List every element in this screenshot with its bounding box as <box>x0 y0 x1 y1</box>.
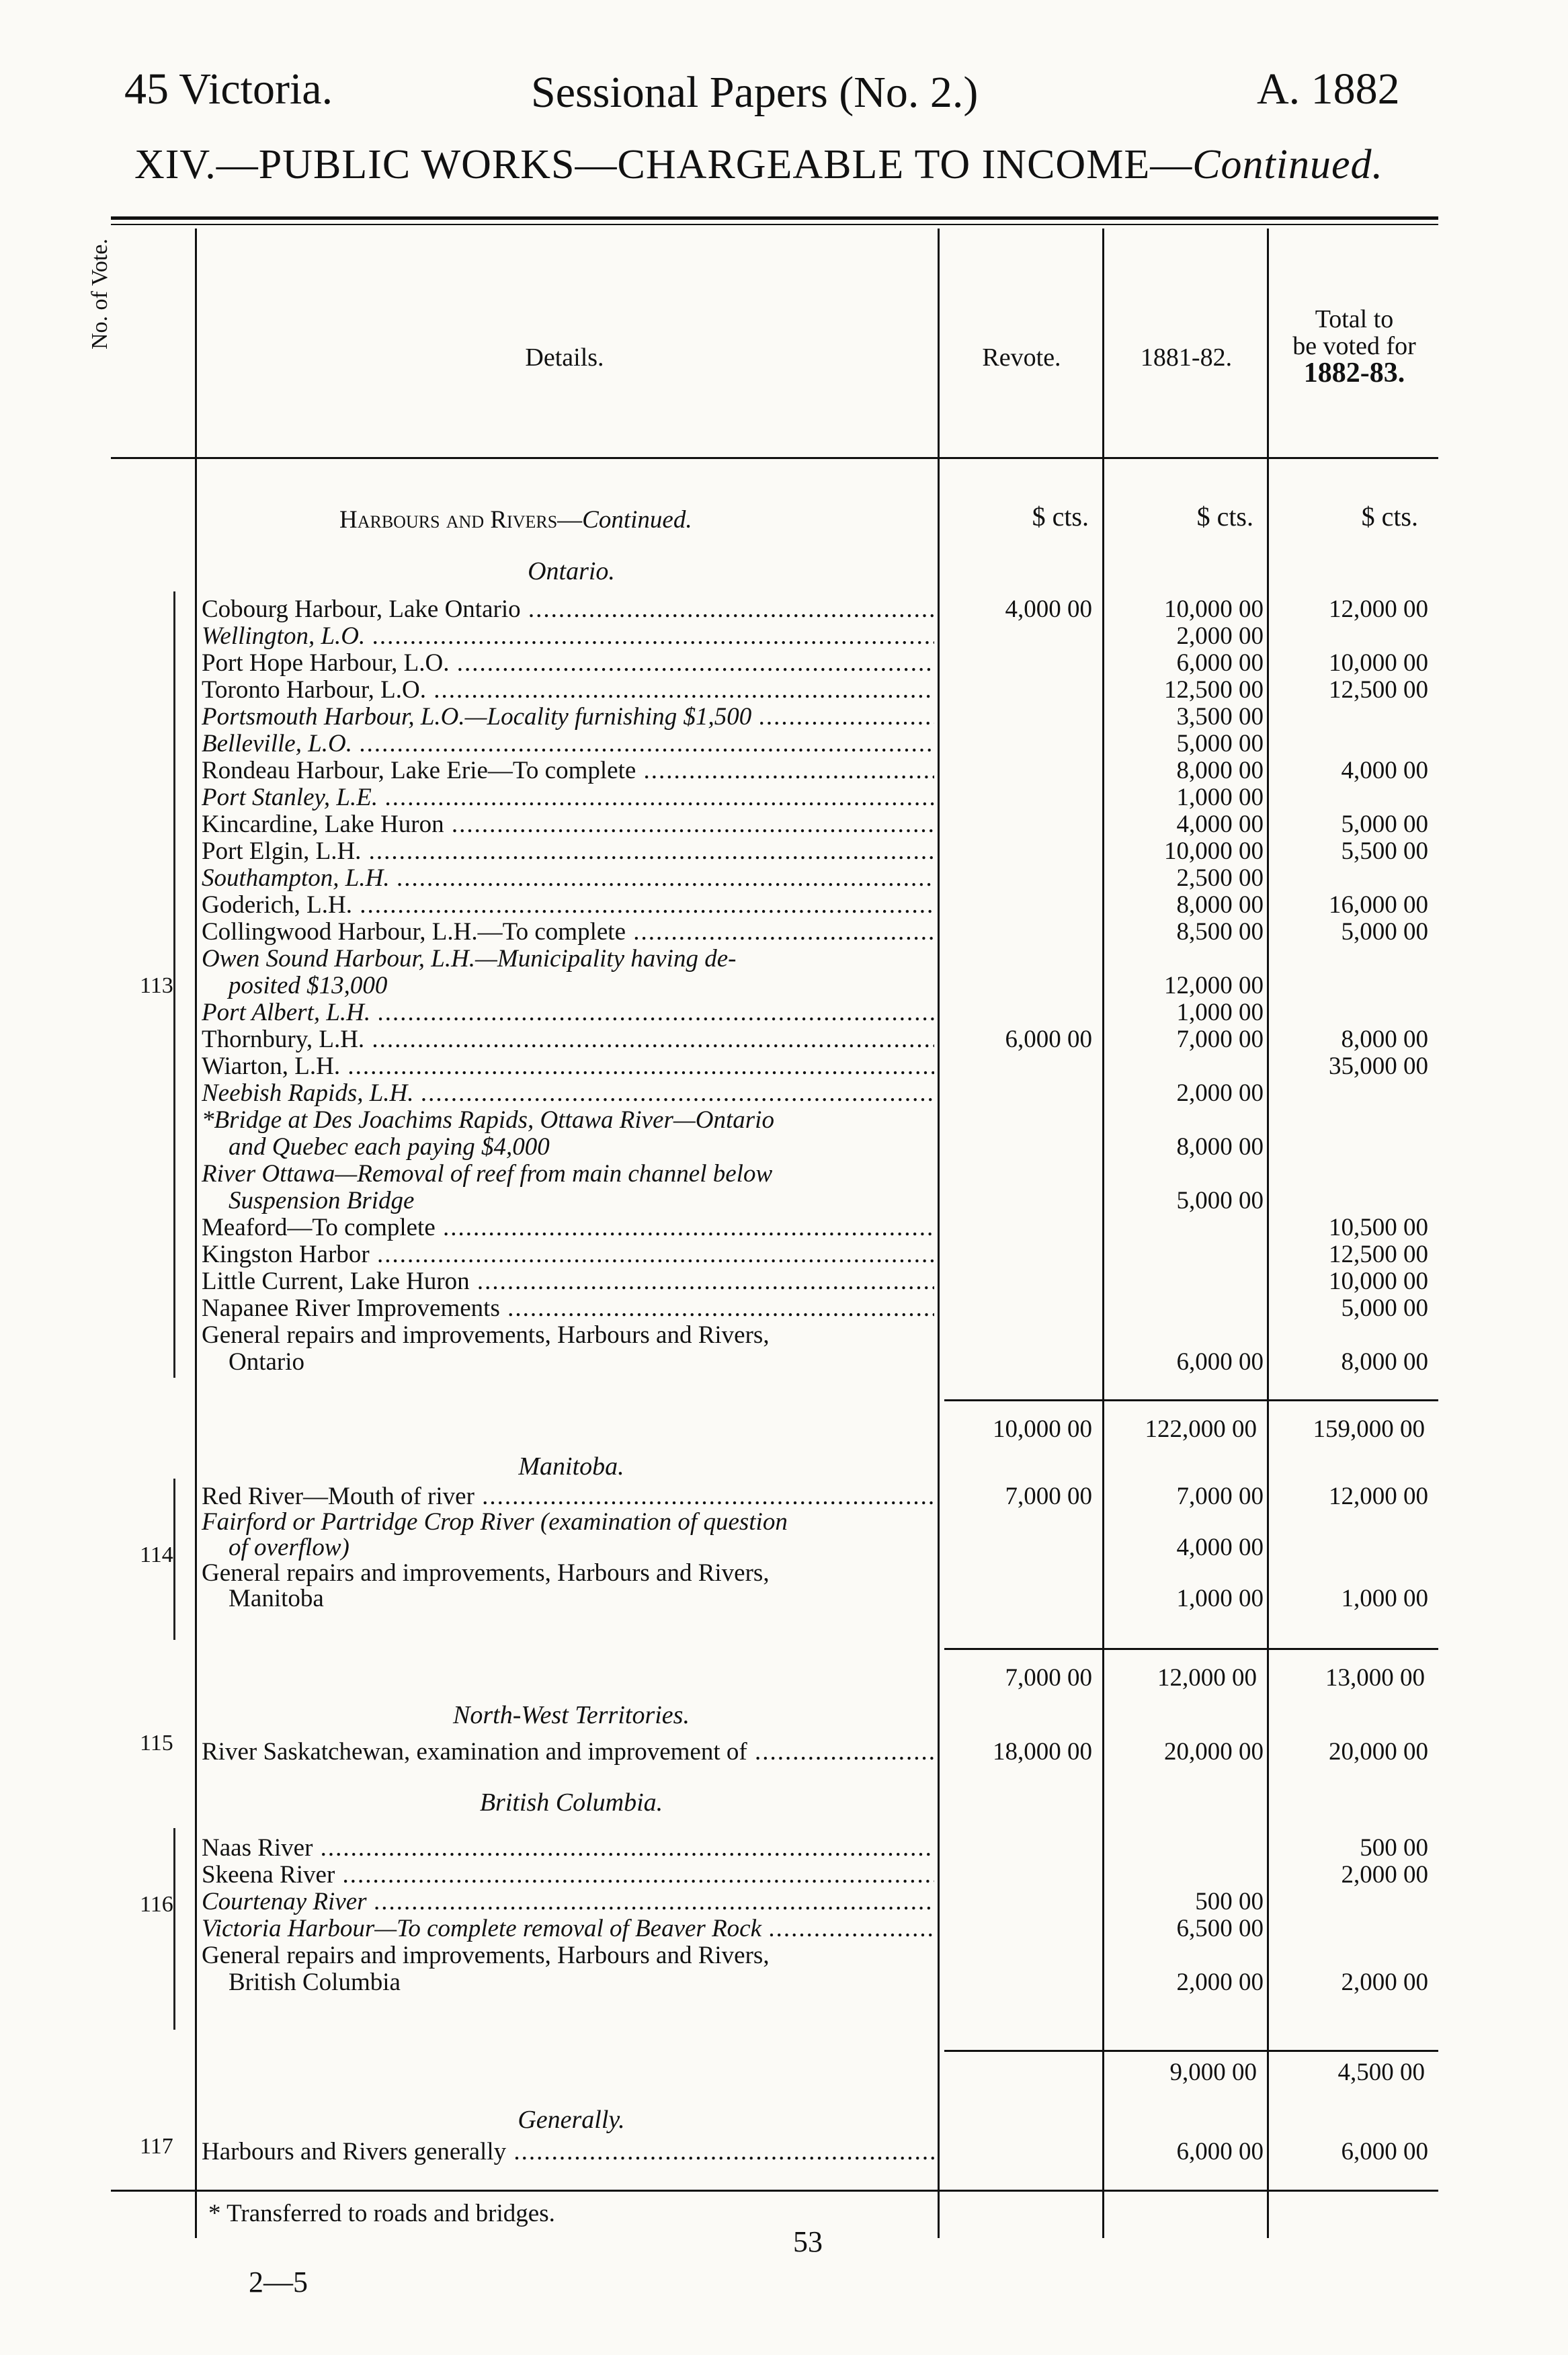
row-details: Port Elgin, L.H. ..... <box>202 837 934 866</box>
row-details: Belleville, L.O. ..... <box>202 729 934 758</box>
ontario-row <box>202 1267 1568 1295</box>
row-details: Thornbury, L.H. ..... <box>202 1025 934 1054</box>
vote-115: 115 <box>140 1731 173 1755</box>
row-details: Port Albert, L.H. ..... <box>202 998 934 1027</box>
ontario-row <box>202 1079 1568 1107</box>
bottom-rule <box>111 2190 1438 2192</box>
row-value-1881: 6,000 00 <box>1176 2138 1264 2165</box>
bc-row <box>202 1941 1568 1996</box>
manitoba-total-revote: 7,000 00 <box>1005 1664 1092 1692</box>
ontario-row <box>202 702 1568 731</box>
row-value-1881: 7,000 00 <box>1176 1026 1264 1053</box>
row-value-total: 6,000 00 <box>1341 2138 1428 2165</box>
row-value-1881: 2,000 00 <box>1176 622 1264 650</box>
row-value-1881: 8,000 00 <box>1176 891 1264 919</box>
row-details: Cobourg Harbour, Lake Ontario ..... <box>202 595 934 624</box>
row-value-total: 5,000 00 <box>1341 918 1428 946</box>
manitoba-total-total: 13,000 00 <box>1325 1664 1425 1692</box>
row-value-total: 10,000 00 <box>1329 1268 1428 1295</box>
row-details: Wellington, L.O. ..... <box>202 622 934 651</box>
row-value-total: 8,000 00 <box>1341 1026 1428 1053</box>
row-details: General repairs and improvements, Harbours and Rivers, <box>202 1942 770 1969</box>
col-header-total-line2: be voted for <box>1292 332 1416 360</box>
ontario-row <box>202 1159 1568 1214</box>
section-main-a: Harbours and Rivers— <box>339 506 583 534</box>
section-manitoba: Manitoba. <box>518 1452 624 1481</box>
row-details-cont: Manitoba <box>229 1585 324 1612</box>
vote-117: 117 <box>140 2134 173 2159</box>
row-value-1881: 1,000 00 <box>1176 999 1264 1026</box>
row-value-1881: 1,000 00 <box>1176 1585 1264 1612</box>
col-header-revote: Revote. <box>982 343 1061 372</box>
row-value-1881: 5,000 00 <box>1176 1187 1264 1214</box>
ontario-row <box>202 649 1568 677</box>
row-value-total: 500 00 <box>1360 1834 1428 1862</box>
ontario-row <box>202 1321 1568 1376</box>
unit-1881: $ cts. <box>1196 501 1253 532</box>
row-details: Napanee River Improvements ..... <box>202 1294 934 1323</box>
row-value-total: 35,000 00 <box>1329 1052 1428 1080</box>
ontario-total-rule <box>944 1399 1438 1401</box>
ontario-row <box>202 1294 1568 1322</box>
row-value-total: 2,000 00 <box>1341 1969 1428 1996</box>
ontario-row <box>202 756 1568 784</box>
row-value-total: 4,000 00 <box>1341 757 1428 784</box>
row-details: Port Stanley, L.E. ..... <box>202 783 934 812</box>
vote-114-brace <box>173 1479 183 1640</box>
vote-116-brace <box>173 1828 183 2030</box>
row-value-1881: 10,000 00 <box>1164 837 1264 865</box>
row-value-total: 1,000 00 <box>1341 1585 1428 1612</box>
section-nwt: North-West Territories. <box>453 1701 690 1729</box>
row-details: Little Current, Lake Huron ..... <box>202 1267 934 1296</box>
header-rule <box>111 457 1438 459</box>
row-value-1881: 4,000 00 <box>1176 811 1264 838</box>
ontario-row <box>202 1106 1568 1161</box>
bc-total-1881: 9,000 00 <box>1169 2059 1257 2086</box>
page-title-main: XIV.—PUBLIC WORKS—CHARGEABLE TO INCOME— <box>134 142 1193 188</box>
bc-total-rule <box>944 2050 1438 2052</box>
row-value-total: 8,000 00 <box>1341 1348 1428 1376</box>
nwt-row <box>202 1737 1568 1766</box>
row-value-total: 12,500 00 <box>1329 676 1428 704</box>
row-value-1881: 7,000 00 <box>1176 1483 1264 1510</box>
ontario-row <box>202 917 1568 946</box>
unit-revote: $ cts. <box>1032 501 1089 532</box>
manitoba-total-1881: 12,000 00 <box>1157 1664 1257 1692</box>
header-left: 45 Victoria. <box>124 65 333 114</box>
col-header-total-line1: Total to <box>1315 305 1394 333</box>
section-main-title <box>339 505 692 534</box>
row-details: Owen Sound Harbour, L.H.—Municipality having de- <box>202 945 737 973</box>
ontario-row <box>202 595 1568 623</box>
ontario-row <box>202 998 1568 1026</box>
row-value-revote: 4,000 00 <box>1005 595 1092 623</box>
ontario-row <box>202 1213 1568 1241</box>
col-header-total <box>1267 306 1442 386</box>
col-header-vote: No. of Vote. <box>87 239 112 349</box>
row-details: Naas River ..... <box>202 1833 934 1862</box>
row-value-revote: 18,000 00 <box>993 1738 1092 1766</box>
page-number: 53 <box>793 2225 823 2258</box>
footnote: * Transferred to roads and bridges. <box>208 2200 555 2227</box>
row-value-revote: 6,000 00 <box>1005 1026 1092 1053</box>
row-value-1881: 500 00 <box>1195 1888 1264 1915</box>
row-details: Collingwood Harbour, L.H.—To complete ..... <box>202 917 934 946</box>
row-details: Victoria Harbour—To complete removal of Beaver Rock ..... <box>202 1914 934 1943</box>
row-details: Meaford—To complete ..... <box>202 1213 934 1242</box>
row-details-cont: Ontario <box>229 1348 305 1376</box>
row-details: River Ottawa—Removal of reef from main channel below <box>202 1160 773 1188</box>
ontario-total-revote: 10,000 00 <box>993 1415 1092 1443</box>
row-value-total: 5,000 00 <box>1341 1294 1428 1322</box>
section-main-b: Continued. <box>582 506 692 534</box>
generally-row <box>202 2137 1568 2165</box>
ontario-row <box>202 1052 1568 1080</box>
ontario-row <box>202 783 1568 811</box>
row-details: Skeena River ..... <box>202 1860 934 1889</box>
manitoba-row <box>202 1482 1568 1510</box>
row-value-1881: 8,000 00 <box>1176 1133 1264 1161</box>
row-value-1881: 4,000 00 <box>1176 1534 1264 1561</box>
ontario-row <box>202 729 1568 757</box>
row-details: River Saskatchewan, examination and improvement of ..... <box>202 1737 934 1766</box>
row-details-cont: of overflow) <box>229 1534 349 1561</box>
row-value-total: 5,500 00 <box>1341 837 1428 865</box>
row-details: Neebish Rapids, L.H. ..... <box>202 1079 934 1108</box>
row-details: Red River—Mouth of river ..... <box>202 1482 934 1511</box>
ontario-row <box>202 675 1568 704</box>
row-details: Kincardine, Lake Huron ..... <box>202 810 934 839</box>
bc-row <box>202 1914 1568 1942</box>
row-value-total: 10,000 00 <box>1329 649 1428 677</box>
ontario-total-1881: 122,000 00 <box>1145 1415 1257 1443</box>
vote-116: 116 <box>140 1892 173 1917</box>
row-value-revote: 7,000 00 <box>1005 1483 1092 1510</box>
row-details: Portsmouth Harbour, L.O.—Locality furnishing $1,500 ..... <box>202 702 934 731</box>
row-value-1881: 10,000 00 <box>1164 595 1264 623</box>
row-value-1881: 3,500 00 <box>1176 703 1264 731</box>
vote-113: 113 <box>140 973 173 998</box>
row-value-1881: 8,000 00 <box>1176 757 1264 784</box>
row-details: General repairs and improvements, Harbours and Rivers, <box>202 1559 770 1587</box>
header-right: A. 1882 <box>1257 65 1400 114</box>
signature: 2—5 <box>249 2266 308 2299</box>
manitoba-total-rule <box>944 1648 1438 1650</box>
row-details: Wiarton, L.H. ..... <box>202 1052 934 1081</box>
col-header-1881: 1881-82. <box>1140 343 1233 372</box>
row-details: Fairford or Partridge Crop River (examination of question <box>202 1508 788 1536</box>
row-value-1881: 6,000 00 <box>1176 649 1264 677</box>
row-details: Southampton, L.H. ..... <box>202 864 934 893</box>
ontario-row <box>202 622 1568 650</box>
ontario-row <box>202 891 1568 919</box>
manitoba-row <box>202 1507 1568 1561</box>
ontario-row <box>202 810 1568 838</box>
row-value-total: 12,000 00 <box>1329 595 1428 623</box>
row-value-1881: 8,500 00 <box>1176 918 1264 946</box>
row-details: *Bridge at Des Joachims Rapids, Ottawa River—Ontario <box>202 1106 774 1134</box>
row-details: Toronto Harbour, L.O. ..... <box>202 675 934 704</box>
manitoba-row <box>202 1559 1568 1612</box>
row-details: Rondeau Harbour, Lake Erie—To complete ..... <box>202 756 934 785</box>
section-generally: Generally. <box>518 2106 625 2134</box>
row-details-cont: Suspension Bridge <box>229 1187 415 1214</box>
ontario-row <box>202 837 1568 865</box>
col-header-total-line3: 1882-83. <box>1303 358 1405 388</box>
row-value-total: 12,500 00 <box>1329 1241 1428 1268</box>
row-details: Kingston Harbor ..... <box>202 1240 934 1269</box>
row-value-1881: 6,000 00 <box>1176 1348 1264 1376</box>
row-value-1881: 1,000 00 <box>1176 784 1264 811</box>
ontario-row <box>202 1240 1568 1268</box>
row-value-total: 10,500 00 <box>1329 1214 1428 1241</box>
bc-row <box>202 1833 1568 1862</box>
section-ontario: Ontario. <box>528 557 615 585</box>
row-details: General repairs and improvements, Harbours and Rivers, <box>202 1321 770 1349</box>
row-details: Harbours and Rivers generally ..... <box>202 2137 934 2166</box>
row-details: Courtenay River ..... <box>202 1887 934 1916</box>
ontario-total-total: 159,000 00 <box>1313 1415 1425 1443</box>
row-value-1881: 12,000 00 <box>1164 972 1264 999</box>
section-bc: British Columbia. <box>479 1788 663 1817</box>
top-rule-1 <box>111 216 1438 220</box>
vote-113-brace <box>173 591 183 1378</box>
ontario-row <box>202 944 1568 999</box>
unit-total: $ cts. <box>1361 501 1418 532</box>
page-title-continued: Continued. <box>1192 142 1384 188</box>
row-value-1881: 20,000 00 <box>1164 1738 1264 1766</box>
ontario-row <box>202 864 1568 892</box>
row-value-total: 12,000 00 <box>1329 1483 1428 1510</box>
row-value-1881: 2,500 00 <box>1176 864 1264 892</box>
col-line-vote <box>195 229 197 2238</box>
header-center: Sessional Papers (No. 2.) <box>531 68 979 117</box>
row-details-cont: British Columbia <box>229 1969 401 1996</box>
row-details-cont: and Quebec each paying $4,000 <box>229 1133 550 1161</box>
vote-114: 114 <box>140 1542 173 1567</box>
bc-row <box>202 1860 1568 1889</box>
row-value-1881: 5,000 00 <box>1176 730 1264 757</box>
row-details-cont: posited $13,000 <box>229 972 388 999</box>
row-value-1881: 12,500 00 <box>1164 676 1264 704</box>
row-value-1881: 6,500 00 <box>1176 1915 1264 1942</box>
row-value-1881: 2,000 00 <box>1176 1079 1264 1107</box>
col-header-details: Details. <box>525 343 604 372</box>
page-title <box>134 141 1383 189</box>
bc-row <box>202 1887 1568 1915</box>
top-rule-2 <box>111 224 1438 225</box>
row-details: Goderich, L.H. ..... <box>202 891 934 919</box>
row-details: Port Hope Harbour, L.O. ..... <box>202 649 934 677</box>
ontario-row <box>202 1025 1568 1053</box>
row-value-total: 2,000 00 <box>1341 1861 1428 1889</box>
row-value-total: 20,000 00 <box>1329 1738 1428 1766</box>
row-value-1881: 2,000 00 <box>1176 1969 1264 1996</box>
row-value-total: 5,000 00 <box>1341 811 1428 838</box>
row-value-total: 16,000 00 <box>1329 891 1428 919</box>
bc-total-total: 4,500 00 <box>1337 2059 1425 2086</box>
